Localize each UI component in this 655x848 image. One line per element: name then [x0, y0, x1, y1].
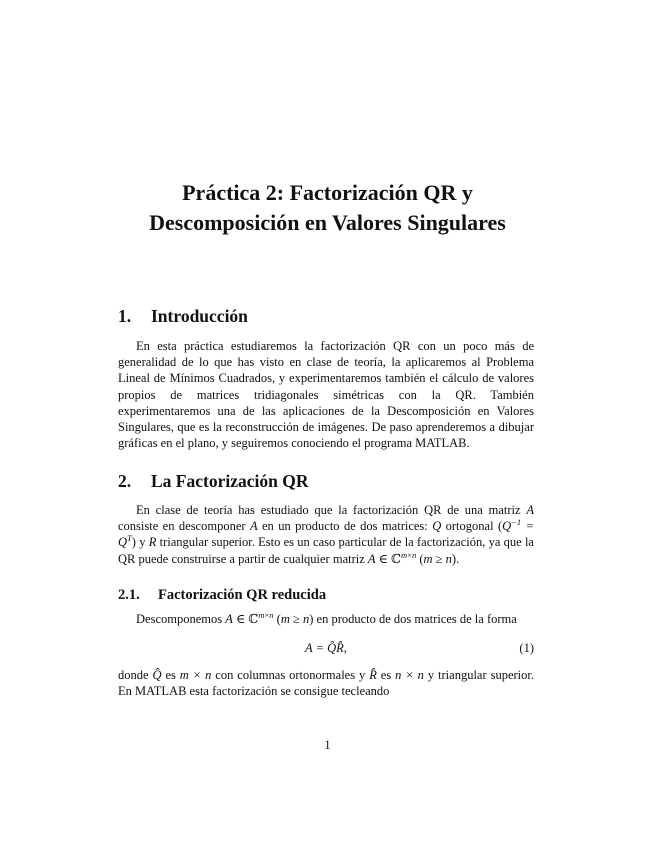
- s21-intro-b: en producto de dos matrices de la forma: [313, 612, 517, 626]
- math-Q: Q: [432, 519, 442, 534]
- section-1-text: En esta práctica estudiaremos la factorización QR con un poco más de generalidad de lo que has visto en clase de teoría, la aplicaremos al Problema Lineal de Mínimos Cuadrados, y experimentaremos también el cálculo de valores propios de matrices tridiagonales simétricas con la QR. También experimentaremos una de las aplicaciones de la Descomposición en Valores Singulares, que es la reconstrucción de imágenes. De paso aprenderemos a dibujar gráficas en el plano, y seguiremos conociendo el programa MATLAB.: [118, 339, 534, 451]
- section-2-text: [118, 502, 534, 567]
- s2-text-d: ortogonal (: [441, 519, 503, 534]
- section-2-1-intro: [118, 611, 534, 627]
- s21-after-a: donde: [118, 668, 153, 682]
- section-2-title: La Factorización QR: [151, 471, 309, 491]
- math-mxn: m × n: [179, 668, 212, 682]
- equation-1: [118, 638, 534, 658]
- s2-text-a: En clase de teoría has estudiado que la factorización QR de una matriz: [136, 503, 527, 517]
- s21-after-c: con columnas ortonormales y: [211, 668, 370, 682]
- section-2-1-title: Factorización QR reducida: [158, 587, 327, 603]
- section-2-number: 2.: [118, 471, 132, 491]
- math-Rhat: R̂: [369, 668, 377, 682]
- s21-after-b: es: [161, 668, 180, 682]
- section-2-heading: [118, 470, 308, 492]
- math-A-in-C: A ∈ ℂ$^{m\times n}$ (m ≥ n): [367, 549, 457, 566]
- s2-text-b: consiste en descomponer: [118, 519, 250, 534]
- section-2-1-number: 2.1.: [118, 587, 140, 603]
- section-1-paragraph: [118, 338, 534, 451]
- math-Qhat: Q̂: [152, 668, 162, 682]
- page-number: 1: [324, 738, 331, 752]
- section-2-1-after: [118, 667, 534, 699]
- document-title: [0, 178, 655, 238]
- math-nxn: n × n: [395, 668, 424, 682]
- s2-text-f: triangular superior. Esto es un caso particular de la factorización, ya que la QR puede construirse a partir de cualquier matriz: [118, 535, 534, 566]
- math-Q-orthogonality: $Q^{-1} = Q^T$: [118, 517, 535, 550]
- section-1-number: 1.: [118, 306, 132, 326]
- equation-1-body: A = Q̂R̂,: [305, 641, 347, 655]
- section-2-paragraph: [118, 502, 534, 567]
- s21-intro-a: Descomponemos: [136, 612, 226, 626]
- s21-after-e: y triangular superior. En MATLAB esta factorización se consigue tecleando: [118, 668, 534, 699]
- section-1-title: Introducción: [151, 306, 248, 326]
- math-R: R: [148, 535, 157, 550]
- equation-1-label: (1): [519, 641, 534, 655]
- math-A: A: [526, 503, 534, 517]
- section-2-1-heading: [118, 585, 326, 605]
- title-line-1: Práctica 2: Factorización QR y: [182, 180, 473, 205]
- section-2-1-after-text: [118, 667, 534, 699]
- s2-text-c: en un producto de dos matrices:: [257, 519, 433, 534]
- s2-text-e: ) y: [131, 535, 149, 550]
- section-2-1-intro-text: [118, 611, 534, 627]
- s21-after-d: es: [376, 668, 396, 682]
- s2-text-g: .: [456, 551, 460, 566]
- section-1-heading: [118, 305, 248, 327]
- math-A-in-C-2: A ∈ ℂ$^{m\times n}$ (m ≥ n): [225, 609, 314, 626]
- title-line-2: Descomposición en Valores Singulares: [149, 210, 506, 235]
- math-A: A: [249, 519, 258, 534]
